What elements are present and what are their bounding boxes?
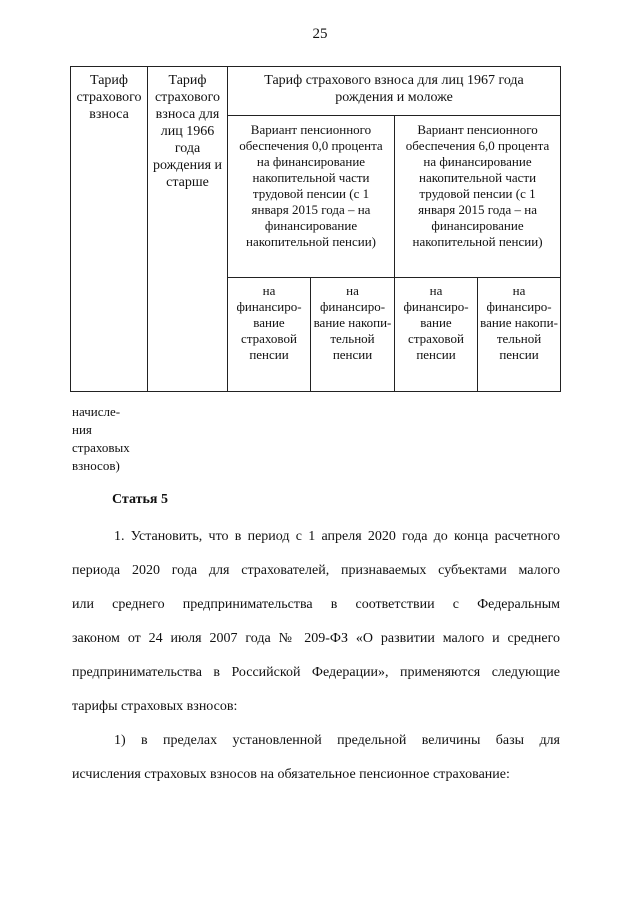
paragraph-line: или среднего предпринимательства в соответствии с Федеральным (72, 597, 560, 612)
paragraph-line: предпринимательства в Российской Федерации», применяются следующие (72, 665, 560, 680)
tariff-table (70, 66, 561, 392)
header-1967-and-younger: Тариф страхового взноса для лиц 1967 года рождения и моложе (228, 67, 561, 116)
header-tariff-rate: Тариф страхового взноса (71, 67, 148, 392)
paragraph-line: исчисления страховых взносов на обязательное пенсионное страхование: (72, 767, 510, 782)
page-number: 25 (312, 26, 328, 42)
paragraph-line: тарифы страховых взносов: (72, 699, 238, 714)
variant-6-percent: Вариант пенсионного обеспечения 6,0 процента на финансирование накопительной части трудовой пенсии (с 1 января 2015 года – на финансирование накопительной пенсии) (395, 116, 561, 278)
sub-funded-pension-2: на финансиро-вание накопи-тельной пенсии (478, 278, 561, 392)
variant-0-percent: Вариант пенсионного обеспечения 0,0 процента на финансирование накопительной части трудовой пенсии (с 1 января 2015 года – на финансирование накопительной пенсии) (228, 116, 395, 278)
paragraph-line: 1) в пределах установленной предельной величины базы для (114, 733, 560, 748)
paragraph-line: законом от 24 июля 2007 года № 209-ФЗ «О развитии малого и среднего (72, 631, 560, 646)
continued-line: взносов) (72, 458, 120, 473)
paragraph-line: периода 2020 года для страхователей, признаваемых субъектами малого (72, 563, 560, 578)
continued-cell-text (72, 403, 152, 475)
continued-line: начисле- (72, 404, 121, 419)
continued-line: ния (72, 422, 92, 437)
article-heading: Статья 5 (112, 492, 168, 507)
continued-line: страховых (72, 440, 130, 455)
sub-funded-pension-1: на финансиро-вание накопи-тельной пенсии (311, 278, 395, 392)
paragraph-line: 1. Установить, что в период с 1 апреля 2020 года до конца расчетного (114, 529, 560, 544)
sub-insurance-pension-1: на финансиро-вание страховой пенсии (228, 278, 311, 392)
header-1966-and-older: Тариф страхового взноса для лиц 1966 года рождения и старше (148, 67, 228, 392)
sub-insurance-pension-2: на финансиро-вание страховой пенсии (395, 278, 478, 392)
paragraph-1 (72, 520, 560, 724)
paragraph-2 (72, 724, 560, 792)
